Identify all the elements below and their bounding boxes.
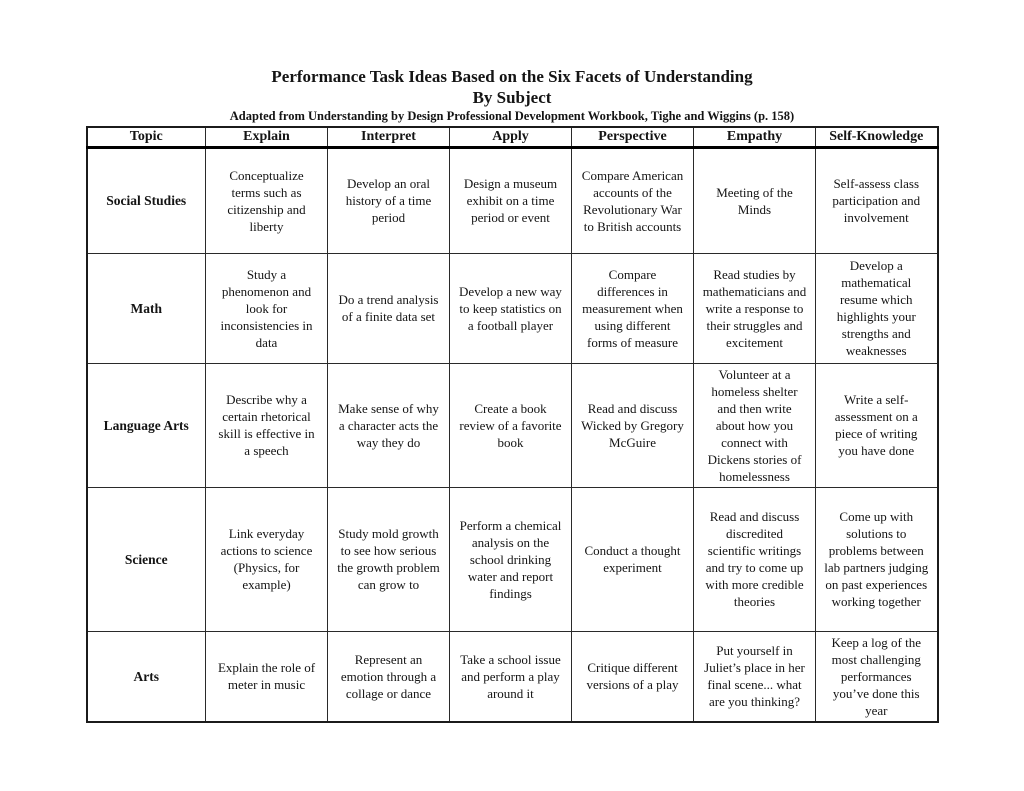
task-cell: Develop a mathematical resume which highlights your strengths and weaknesses [816, 253, 938, 363]
table-row [87, 147, 938, 253]
row-header-topic: Science [87, 487, 206, 631]
row-header-topic: Language Arts [87, 363, 206, 487]
column-header-interpret: Interpret [328, 127, 450, 147]
task-cell: Create a book review of a favorite book [450, 363, 572, 487]
column-header-perspective: Perspective [572, 127, 694, 147]
task-cell: Read studies by mathematicians and write a response to their struggles and excitement [694, 253, 816, 363]
task-cell: Self-assess class participation and involvement [816, 147, 938, 253]
table-row [87, 363, 938, 487]
task-cell: Volunteer at a homeless shelter and then write about how you connect with Dickens stories of homelessness [694, 363, 816, 487]
task-cell: Put yourself in Juliet’s place in her final scene... what are you thinking? [694, 631, 816, 722]
task-cell: Conduct a thought experiment [572, 487, 694, 631]
task-cell: Study mold growth to see how serious the growth problem can grow to [328, 487, 450, 631]
task-cell: Come up with solutions to problems between lab partners judging on past experiences working together [816, 487, 938, 631]
task-cell: Take a school issue and perform a play around it [450, 631, 572, 722]
task-cell: Read and discuss Wicked by Gregory McGuire [572, 363, 694, 487]
column-header-self-knowledge: Self-Knowledge [816, 127, 938, 147]
task-cell: Design a museum exhibit on a time period or event [450, 147, 572, 253]
task-cell: Do a trend analysis of a finite data set [328, 253, 450, 363]
task-cell: Link everyday actions to science (Physics, for example) [206, 487, 328, 631]
task-cell: Make sense of why a character acts the way they do [328, 363, 450, 487]
task-cell: Compare differences in measurement when using different forms of measure [572, 253, 694, 363]
row-header-topic: Social Studies [87, 147, 206, 253]
task-cell: Perform a chemical analysis on the school drinking water and report findings [450, 487, 572, 631]
title-block [0, 0, 1024, 124]
attribution-line: Adapted from Understanding by Design Professional Development Workbook, Tighe and Wiggins (p. 158) [229, 109, 795, 123]
column-header-empathy: Empathy [694, 127, 816, 147]
task-cell: Compare American accounts of the Revolutionary War to British accounts [572, 147, 694, 253]
column-header-topic: Topic [87, 127, 206, 147]
task-cell: Meeting of the Minds [694, 147, 816, 253]
task-cell: Keep a log of the most challenging performances you’ve done this year [816, 631, 938, 722]
column-header-apply: Apply [450, 127, 572, 147]
table-body [87, 147, 938, 722]
row-header-topic: Arts [87, 631, 206, 722]
header-row [87, 127, 938, 147]
column-header-explain: Explain [206, 127, 328, 147]
table-row [87, 253, 938, 363]
performance-task-table [86, 126, 939, 723]
task-cell: Write a self-assessment on a piece of writing you have done [816, 363, 938, 487]
task-cell: Develop a new way to keep statistics on a football player [450, 253, 572, 363]
task-cell: Conceptualize terms such as citizenship and liberty [206, 147, 328, 253]
task-cell: Describe why a certain rhetorical skill is effective in a speech [206, 363, 328, 487]
table-row [87, 631, 938, 722]
task-cell: Critique different versions of a play [572, 631, 694, 722]
page-subtitle: By Subject [472, 88, 552, 107]
task-cell: Study a phenomenon and look for inconsistencies in data [206, 253, 328, 363]
row-header-topic: Math [87, 253, 206, 363]
table-row [87, 487, 938, 631]
task-cell: Develop an oral history of a time period [328, 147, 450, 253]
task-cell: Read and discuss discredited scientific writings and try to come up with more credible theories [694, 487, 816, 631]
task-cell: Represent an emotion through a collage or dance [328, 631, 450, 722]
page-title: Performance Task Ideas Based on the Six Facets of Understanding [271, 67, 753, 86]
task-cell: Explain the role of meter in music [206, 631, 328, 722]
